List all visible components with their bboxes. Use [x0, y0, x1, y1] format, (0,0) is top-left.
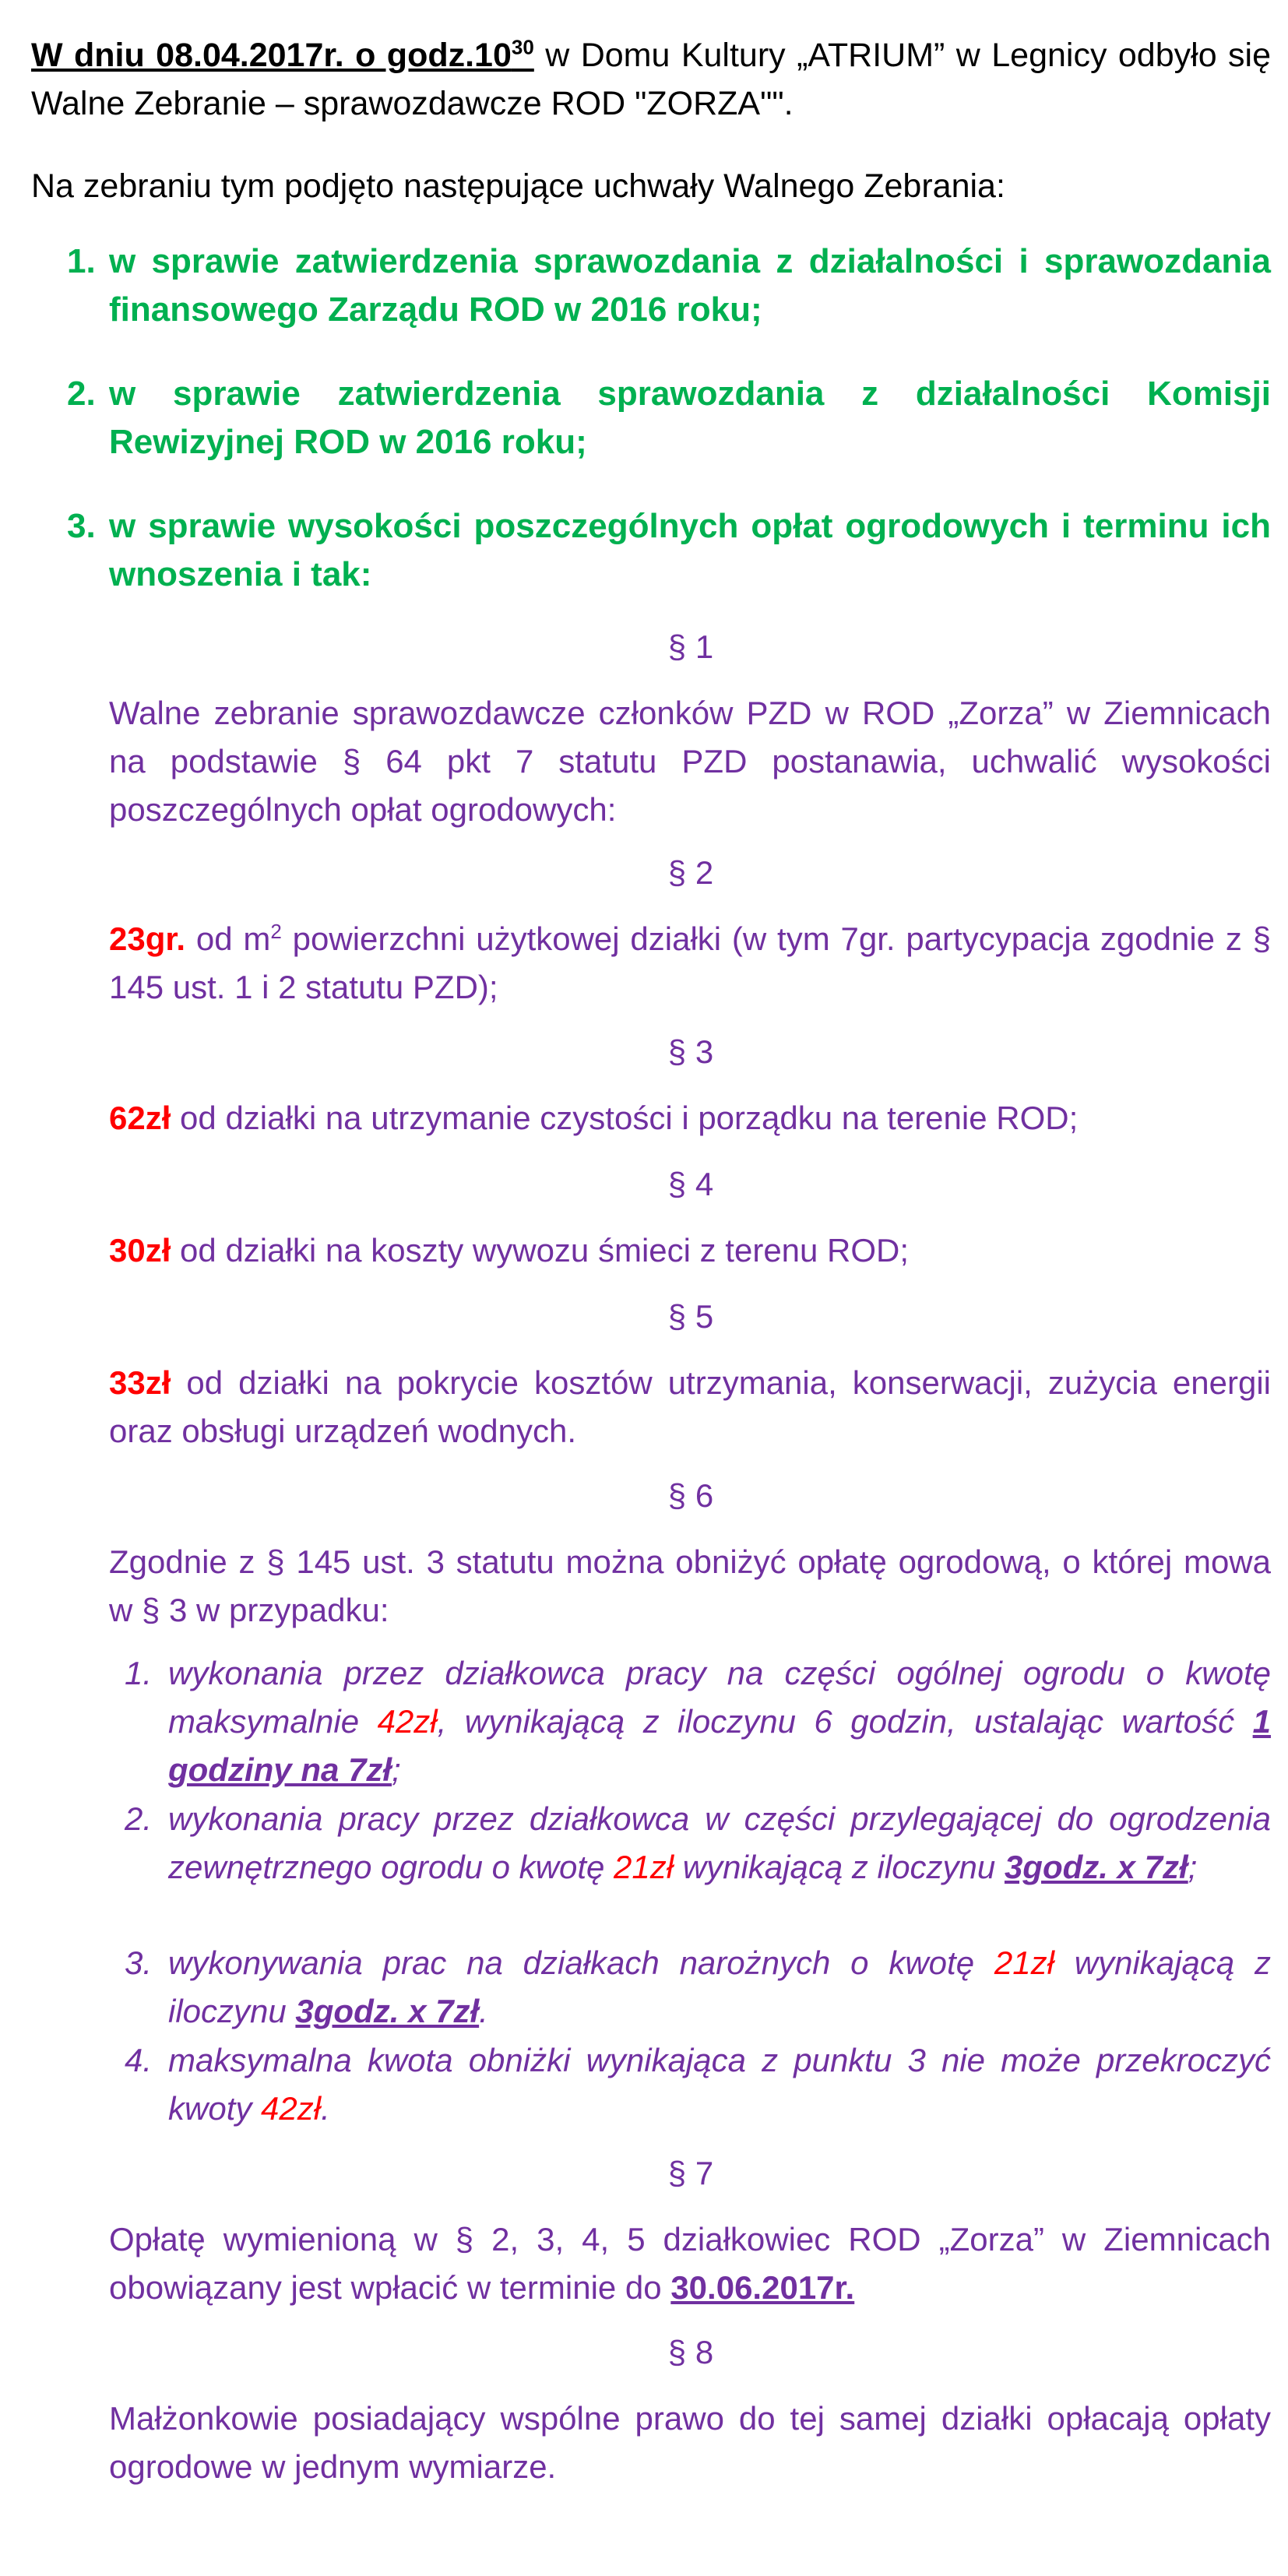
- resolution-text: w sprawie zatwierdzenia sprawozdania z działalności i sprawozdania finansowego Zarządu ROD w 2016 roku;: [109, 242, 1271, 329]
- reduction-text-a: maksymalna kwota obniżki wynikająca z punktu 3 nie może przekroczyć kwoty: [168, 2042, 1271, 2127]
- reduction-item: [125, 1649, 1271, 1794]
- fee-amount: 62zł: [109, 1100, 171, 1136]
- meeting-location: w Domu Kultury „ATRIUM” w Legnicy odbyło się Walne Zebranie – sprawozdawcze ROD "ZORZA"".: [31, 37, 1271, 122]
- section-2-text-b: powierzchni użytkowej działki (w tym 7gr. partycypacja zgodnie z § 145 ust. 1 i 2 statutu PZD);: [109, 920, 1271, 1005]
- reduction-text-a: wykonania przez działkowca pracy na części ogólnej ogrodu o kwotę maksymalnie: [168, 1655, 1271, 1740]
- reduction-text-b: .: [321, 2090, 330, 2127]
- meeting-date-time: [31, 37, 534, 74]
- section-2-text: [109, 915, 1271, 1012]
- reduction-item: [125, 2036, 1271, 2133]
- section-heading-5: § 5: [667, 1298, 714, 1335]
- section-8-text: Małżonkowie posiadający wspólne prawo do tej samej działki opłacają opłaty ogrodowe w jednym wymiarze.: [109, 2400, 1271, 2485]
- reduction-number: 3.: [125, 1944, 153, 1981]
- resolution-item: [67, 370, 1271, 466]
- reduction-amount: 21zł: [614, 1849, 674, 1885]
- reduction-rate: 3godz. x 7zł: [295, 1993, 480, 2029]
- resolutions-lead: Na zebraniu tym podjęto następujące uchwały Walnego Zebrania:: [31, 167, 1005, 205]
- section-heading-1: § 1: [667, 628, 714, 665]
- reduction-text-b: wynikającą z iloczynu: [674, 1849, 1005, 1885]
- reduction-rate: 1 godziny na 7zł: [168, 1703, 1271, 1788]
- section-heading-2: § 2: [667, 854, 714, 891]
- reduction-item: [125, 1795, 1271, 1892]
- resolution-item: [67, 238, 1271, 334]
- section-7-text: [109, 2215, 1271, 2312]
- fee-amount: 23gr.: [109, 920, 186, 957]
- fee-amount: 33zł: [109, 1364, 171, 1401]
- reduction-text-b: wynikającą z iloczynu: [168, 1944, 1271, 2029]
- resolution-number: 2.: [67, 375, 96, 413]
- section-6-text: Zgodnie z § 145 ust. 3 statutu można obniżyć opłatę ogrodową, o której mowa w § 3 w przypadku:: [109, 1543, 1271, 1628]
- resolution-item: [67, 502, 1271, 599]
- resolution-text: w sprawie wysokości poszczególnych opłat ogrodowych i terminu ich wnoszenia i tak:: [109, 507, 1271, 593]
- section-4-body: od działki na koszty wywozu śmieci z terenu ROD;: [171, 1232, 910, 1269]
- reduction-amount: 42zł: [261, 2090, 322, 2127]
- resolution-number: 3.: [67, 507, 96, 545]
- payment-deadline: 30.06.2017r.: [670, 2269, 855, 2306]
- reduction-text-c: ;: [392, 1751, 401, 1788]
- reduction-amount: 21zł: [994, 1944, 1054, 1981]
- section-5-text: [109, 1359, 1271, 1455]
- section-heading-8: § 8: [667, 2334, 714, 2370]
- section-heading-6: § 6: [667, 1477, 714, 1514]
- section-heading-3: § 3: [667, 1033, 714, 1070]
- reduction-text-b: , wynikającą z iloczynu 6 godzin, ustalając wartość: [437, 1703, 1253, 1740]
- reduction-number: 1.: [125, 1655, 153, 1691]
- section-1-text: Walne zebranie sprawozdawcze członków PZD w ROD „Zorza” w Ziemnicach na podstawie § 64 pkt 7 statutu PZD postanawia, uchwalić wysokości poszczególnych opłat ogrodowych:: [109, 695, 1271, 828]
- reduction-text-c: ;: [1188, 1849, 1198, 1885]
- resolution-number: 1.: [67, 242, 96, 280]
- section-7-body: Opłatę wymienioną w § 2, 3, 4, 5 działkowiec ROD „Zorza” w Ziemnicach obowiązany jest wpłacić w terminie do: [109, 2221, 1271, 2306]
- reduction-text: [168, 2036, 1271, 2133]
- reduction-text-a: wykonania pracy przez działkowca w części przylegającej do ogrodzenia zewnętrznego ogrodu o kwotę: [168, 1800, 1271, 1885]
- section-3-text: [109, 1094, 1271, 1142]
- reduction-amount: 42zł: [377, 1703, 438, 1740]
- reduction-rate: 3godz. x 7zł: [1004, 1849, 1188, 1885]
- reduction-number: 4.: [125, 2042, 153, 2078]
- resolution-text: w sprawie zatwierdzenia sprawozdania z działalności Komisji Rewizyjnej ROD w 2016 roku;: [109, 375, 1271, 461]
- reduction-number: 2.: [125, 1800, 153, 1837]
- section-heading-4: § 4: [667, 1166, 714, 1202]
- reduction-item: [125, 1939, 1271, 2036]
- meeting-intro: [31, 31, 1271, 128]
- reduction-text-c: .: [479, 1993, 488, 2029]
- reduction-text: [168, 1649, 1271, 1794]
- square-superscript: 2: [270, 920, 282, 943]
- section-4-text: [109, 1226, 1271, 1275]
- reduction-text-a: wykonywania prac na działkach narożnych o kwotę: [168, 1944, 994, 1981]
- section-3-body: od działki na utrzymanie czystości i porządku na terenie ROD;: [171, 1100, 1079, 1136]
- reduction-text: [168, 1939, 1271, 2036]
- section-heading-7: § 7: [667, 2155, 714, 2191]
- reduction-text: [168, 1795, 1271, 1892]
- fee-amount: 30zł: [109, 1232, 171, 1269]
- meeting-date-time-text: W dniu 08.04.2017r. o godz.10: [31, 37, 512, 74]
- section-5-body: od działki na pokrycie kosztów utrzymania, konserwacji, zużycia energii oraz obsługi urządzeń wodnych.: [109, 1364, 1271, 1449]
- section-2-text-a: od m: [185, 920, 271, 957]
- meeting-time-superscript: 30: [511, 35, 534, 59]
